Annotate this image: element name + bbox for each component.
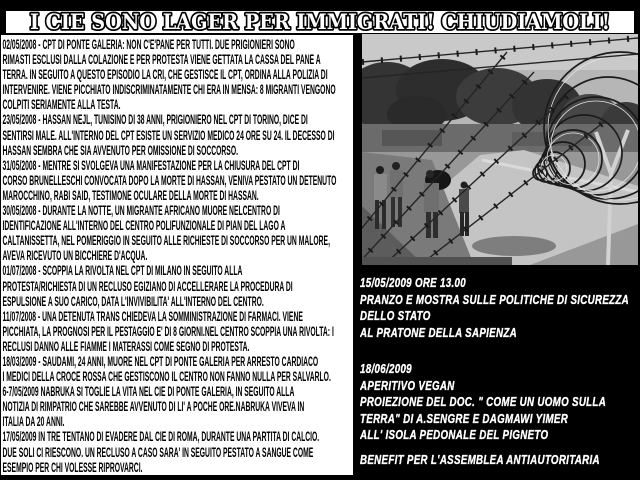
event-line: PRANZO E MOSTRA SULLE POLITICHE DI SICUREZZA	[360, 292, 630, 307]
incident-line: 01/07/2008 - SCOPPIA LA RIVOLTA NEL CPT DI MILANO IN SEGUITO ALLA	[2, 263, 243, 279]
incident-line: ESPULSIONE A SUO CARICO, DATA L'INVIVIBILITA' ALL'INTERNO DEL CENTRO.	[2, 293, 264, 309]
incident-line: ITALIA DA 20 ANNI.	[2, 414, 65, 430]
incident-line: 23/05/2008 - HASSAN NEJL, TUNISINO DI 38 ANNI, PRIGIONIERO NEL CPT DI TORINO, DICE DI	[2, 112, 308, 128]
incident-line: IDENTIFICAZIONE ALL'INTERNO DEL CENTRO POLIFUNZIONALE DI PIAN DEL LAGO A	[2, 218, 286, 234]
incident-line: AVEVA RICEVUTO UN BICCHIERE D'ACQUA.	[2, 248, 148, 264]
incident-line: 02/05/2008 - CPT DI PONTE GALERIA: NON C'E'PANE PER TUTTI. DUE PRIGIONIERI SONO	[2, 37, 295, 52]
benefit-line: BENEFIT PER L'ASSEMBLEA ANTIAUTORITARIA	[360, 452, 600, 467]
events-text	[360, 275, 638, 468]
event-line: APERITIVO VEGAN	[360, 378, 455, 393]
incident-line: MAROCCHINO, RABI SAID, TESTIMONE OCULARE DELLA MORTE DI HASSAN.	[2, 187, 259, 203]
incident-line: DUE SOLI CI RIESCONO. UN RECLUSO A CASO SARA' IN SEGUITO PESTATO A SANGUE COME	[2, 444, 314, 460]
event-date: 18/06/2009	[360, 362, 412, 376]
event-location: AL PRATONE DELLA SAPIENZA	[360, 325, 517, 340]
event-line: TERRA" DI A.SENGRE E DAGMAWI YIMER	[360, 411, 569, 426]
event-line: PROIEZIONE DEL DOC. " COME UN UOMO SULLA	[360, 395, 607, 409]
incident-line: CALTANISSETTA, NEL POMERIGGIO IN SEGUITO ALLE RICHIESTE DI SOCCORSO PER UN MALORE,	[2, 233, 330, 249]
spacer	[360, 444, 638, 452]
incident-line: RIMASTI ESCLUSI DALLA COLAZIONE E PER PROTESTA VIENE GETTATA LA CASSA DEL PANE A	[2, 52, 321, 68]
incident-line: HASSAN SEMBRA CHE SIA AVVENUTO PER OMISSIONE DI SOCCORSO.	[2, 142, 238, 158]
incident-line: 31/05/2008 - MENTRE SI SVOLGEVA UNA MANIFESTAZIONE PER LA CHIUSURA DEL CPT DI	[2, 157, 300, 173]
incident-line: CORSO BRUNELLESCHI CONVOCATA DOPO LA MORTE DI HASSAN, VENIVA PESTATO UN DETENUTO	[2, 172, 337, 188]
incident-line: SENTIRSI MALE. ALL'INTERNO DEL CPT ESISTE UN SERVIZIO MEDICO 24 ORE SU 24. IL DECESSO DI	[2, 127, 335, 143]
incident-line: RECLUSI DANNO ALLE FIAMME I MATERASSI COME SEGNO DI PROTESTA.	[2, 338, 250, 354]
page-title: I CIE SONO LAGER PER IMMIGRATI! CHIUDIAMOLI!	[30, 11, 610, 33]
incident-line: INTERVENIRE. VIENE PICCHIATO INDISCRIMINATAMENTE CHI ERA IN MENSA: 8 MIGRANTI VENGONO	[2, 82, 336, 98]
title-art	[6, 11, 634, 33]
detention-camp-photo	[362, 34, 638, 265]
incident-line: PROTESTA/RICHIESTA DI UN RECLUSO EGIZIANO DI ACCELLERARE LA PROCEDURA DI	[2, 278, 293, 294]
incident-line: 30/05/2008 - DURANTE LA NOTTE, UN MIGRANTE AFRICANO MUORE NELCENTRO DI	[2, 203, 280, 219]
event-line: DELLO STATO	[360, 309, 431, 323]
incident-line: COLPITI SERIAMENTE ALLA TESTA.	[2, 97, 121, 113]
incident-line: PICCHIATA, LA PROGNOSI PER IL PESTAGGIO E' DI 8 GIORNI.NEL CENTRO SCOPPIA UNA RIVOLTA: I	[2, 323, 334, 339]
title-strip	[6, 11, 634, 33]
events-panel	[360, 275, 638, 475]
event-date-time: 15/05/2009 ORE 13.00	[360, 276, 466, 290]
incident-line: I MEDICI DELLA CROCE ROSSA CHE GESTISCONO IL CENTRO NON FANNO NULLA PER SALVARLO.	[2, 369, 331, 385]
incident-line: 11/07/2008 - UNA DETENUTA TRANS CHIEDEVA LA SOMMINISTRAZIONE DI FARMACI. VIENE	[2, 308, 303, 324]
barbed-wire-photo-art	[362, 34, 638, 265]
incident-line: 18/03/2009 - SAUDAMI, 24 ANNI, MUORE NEL CPT DI PONTE GALERIA PER ARRESTO CARDIACO	[2, 353, 319, 369]
incident-line: 17/05/2009 IN TRE TENTANO DI EVADERE DAL CIE DI ROMA, DURANTE UNA PARTITA DI CALCIO.	[2, 429, 320, 445]
incident-line: ESEMPIO PER CHI VOLESSE RIPROVARCI.	[2, 459, 143, 475]
incident-line: TERRA. IN SEGUITO A QUESTO EPISODIO LA CRI, CHE GESTISCE IL CPT, ORDINA ALLA POLIZIA DI	[2, 67, 328, 83]
spacer	[360, 341, 638, 361]
incidents-text	[1, 35, 353, 475]
event-location: ALL' ISOLA PEDONALE DEL PIGNETO	[360, 428, 549, 442]
incidents-panel	[1, 35, 353, 475]
incident-line: 6-7/05/2009 NABRUKA SI TOGLIE LA VITA NEL CIE DI PONTE GALERIA, IN SEGUITO ALLA	[2, 384, 295, 400]
incident-line: NOTIZIA DI RIMPATRIO CHE SAREBBE AVVENUTO DI LI' A POCHE ORE.NABRUKA VIVEVA IN	[2, 399, 305, 415]
